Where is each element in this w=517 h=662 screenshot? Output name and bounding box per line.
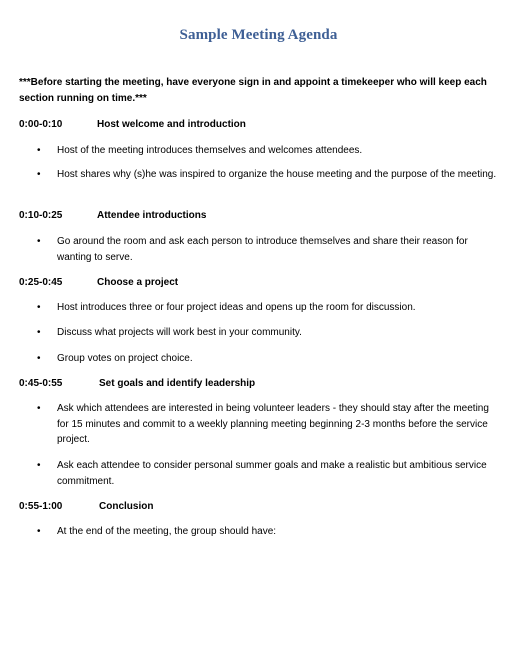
agenda-item [37, 234, 497, 265]
agenda-item-text: Ask each attendee to consider personal summer goals and make a realistic but ambitious service commitment. [57, 460, 487, 487]
bullet-icon: • [37, 302, 41, 313]
section-heading: Choose a project [97, 277, 179, 288]
bullet-icon: • [37, 353, 41, 364]
agenda-item [37, 401, 497, 448]
agenda-item-text: Discuss what projects will work best in your community. [57, 327, 302, 338]
section-heading: Conclusion [99, 501, 154, 512]
section-heading: Attendee introductions [97, 210, 207, 221]
agenda-item-text: Group votes on project choice. [57, 353, 193, 364]
agenda-item-text: Host of the meeting introduces themselves and welcomes attendees. [57, 145, 363, 156]
section-time: 0:55-1:00 [19, 501, 63, 512]
agenda-item [37, 458, 497, 489]
bullet-icon: • [37, 327, 41, 338]
document-title: Sample Meeting Agenda [179, 27, 338, 43]
section-heading: Host welcome and introduction [97, 119, 246, 130]
bullet-icon: • [37, 526, 41, 537]
section-heading: Set goals and identify leadership [99, 378, 256, 389]
intro-note: ***Before starting the meeting, have everyone sign in and appoint a timekeeper who will keep each section running on time.*** [19, 77, 487, 104]
agenda-item-text: Host introduces three or four project ideas and opens up the room for discussion. [57, 302, 416, 313]
bullet-icon: • [37, 169, 41, 180]
agenda-item [37, 325, 497, 341]
agenda-item-text: Ask which attendees are interested in being volunteer leaders - they should stay after the meeting for 15 minutes and commit to a weekly planning meeting beginning 2-3 months before the service project. [57, 403, 489, 445]
agenda-item-text: Go around the room and ask each person to introduce themselves and share their reason for wanting to serve. [57, 236, 468, 263]
section-time: 0:45-0:55 [19, 378, 63, 389]
bullet-icon: • [37, 145, 41, 156]
section-time: 0:10-0:25 [19, 210, 63, 221]
agenda-item [37, 143, 497, 159]
agenda-item [37, 524, 497, 540]
section-time: 0:25-0:45 [19, 277, 63, 288]
agenda-item [37, 300, 497, 316]
agenda-item [37, 351, 497, 367]
agenda-item [37, 167, 497, 183]
bullet-icon: • [37, 460, 41, 471]
bullet-icon: • [37, 403, 41, 414]
agenda-item-text: At the end of the meeting, the group should have: [57, 526, 277, 537]
agenda-item-text: Host shares why (s)he was inspired to organize the house meeting and the purpose of the meeting. [57, 169, 497, 180]
section-time: 0:00-0:10 [19, 119, 63, 130]
bullet-icon: • [37, 236, 41, 247]
